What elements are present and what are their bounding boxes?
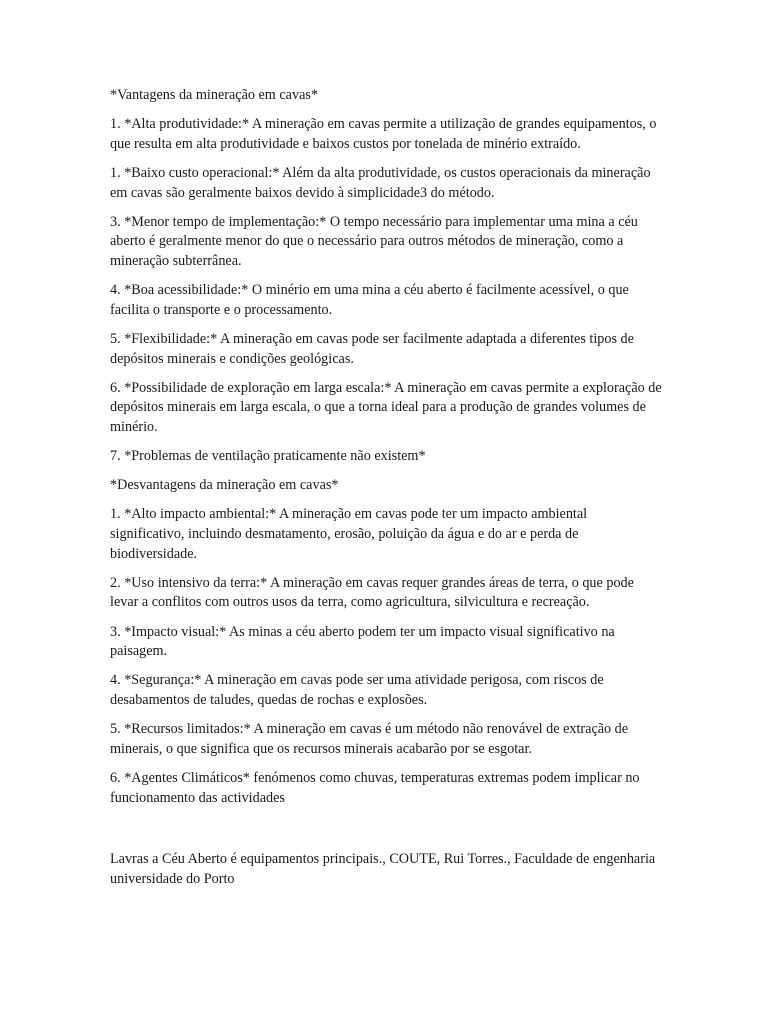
advantage-item-2: 1. *Baixo custo operacional:* Além da alta produtividade, os custos operacionais da mineração em cavas são geralmente baixos devido à simplicidade3 do método. — [110, 164, 651, 201]
advantages-heading: *Vantagens da mineração em cavas* — [110, 87, 318, 103]
document-page — [110, 86, 662, 899]
advantage-item-3: 3. *Menor tempo de implementação:* O tempo necessário para implementar uma mina a céu aberto é geralmente menor do que o necessário para outros métodos de mineração, como a mineração subterrânea. — [110, 213, 638, 269]
advantage-item-5: 5. *Flexibilidade:* A mineração em cavas pode ser facilmente adaptada a diferentes tipos de depósitos minerais e condições geológicas. — [110, 330, 634, 367]
disadvantage-item-2: 2. *Uso intensivo da terra:* A mineração em cavas requer grandes áreas de terra, o que pode levar a conflitos com outros usos da terra, como agricultura, silvicultura e recreação. — [110, 574, 634, 611]
disadvantage-item-4: 4. *Segurança:* A mineração em cavas pode ser uma atividade perigosa, com riscos de desabamentos de taludes, quedas de rochas e explosões. — [110, 672, 604, 708]
advantage-item-1: 1. *Alta produtividade:* A mineração em cavas permite a utilização de grandes equipamentos, o que resulta em alta produtividade e baixos custos por tonelada de minério extraído. — [110, 116, 657, 152]
reference-citation: Lavras a Céu Aberto é equipamentos principais., COUTE, Rui Torres., Faculdade de engenharia universidade do Porto — [110, 851, 656, 887]
disadvantage-item-3: 3. *Impacto visual:* As minas a céu aberto podem ter um impacto visual significativo na paisagem. — [110, 623, 615, 660]
disadvantage-item-5: 5. *Recursos limitados:* A mineração em cavas é um método não renovável de extração de minerais, o que significa que os recursos minerais acabarão por se esgotar. — [110, 721, 629, 757]
disadvantage-item-6: 6. *Agentes Climáticos* fenómenos como chuvas, temperaturas extremas podem implicar no funcionamento das actividades — [110, 769, 640, 806]
advantage-item-4: 4. *Boa acessibilidade:* O minério em uma mina a céu aberto é facilmente acessível, o que facilita o transporte e o processamento. — [110, 282, 629, 318]
advantage-item-7: 7. *Problemas de ventilação praticamente não existem* — [110, 448, 426, 465]
disadvantages-heading: *Desvantagens da mineração em cavas* — [110, 477, 339, 494]
disadvantage-item-1: 1. *Alto impacto ambiental:* A mineração em cavas pode ter um impacto ambiental significativo, incluindo desmatamento, erosão, poluição da água e do ar e perda de biodiversidade. — [110, 506, 588, 562]
advantage-item-6: 6. *Possibilidade de exploração em larga escala:* A mineração em cavas permite a exploração de depósitos minerais em larga escala, o que a torna ideal para a produção de grandes volumes de minério. — [110, 379, 662, 435]
